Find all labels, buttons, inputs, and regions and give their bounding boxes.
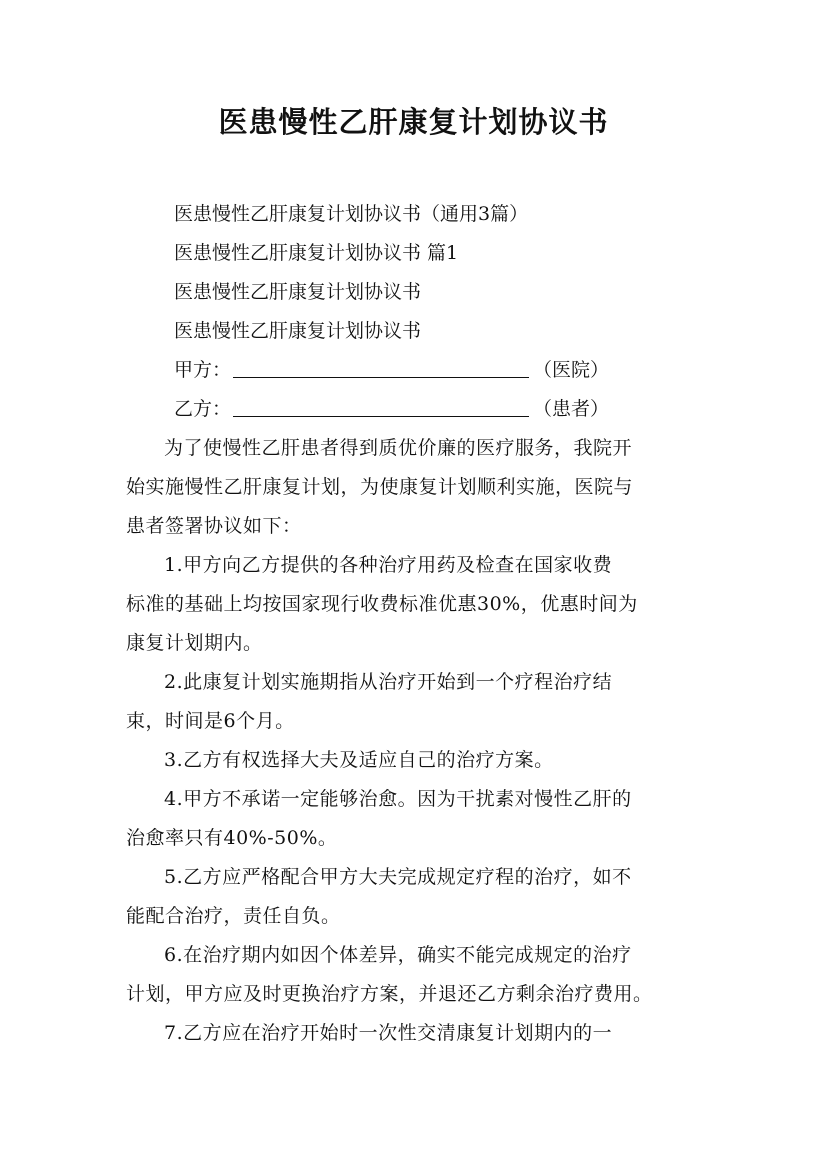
party-a-blank — [233, 355, 529, 378]
clause-line: 4.甲方不承诺一定能够治愈。因为干扰素对慢性乙肝的 — [164, 788, 632, 810]
clause-line: 5.乙方应严格配合甲方大夫完成规定疗程的治疗，如不 — [164, 866, 632, 888]
paragraph-line: 患者签署协议如下： — [126, 515, 302, 537]
party-b-line — [126, 390, 702, 429]
document-title: 医患慢性乙肝康复计划协议书 — [218, 105, 609, 139]
heading-line: 医患慢性乙肝康复计划协议书 — [174, 320, 422, 342]
paragraph-line: 始实施慢性乙肝康复计划，为使康复计划顺利实施，医院与 — [126, 476, 634, 498]
clause-line: 能配合治疗，责任自负。 — [126, 905, 341, 927]
heading-line: 医患慢性乙肝康复计划协议书 — [174, 281, 422, 303]
clause-line: 束，时间是6个月。 — [126, 710, 295, 732]
party-a-line — [126, 351, 702, 390]
clause-line: 7.乙方应在治疗开始时一次性交清康复计划期内的一 — [164, 1022, 613, 1044]
party-a-suffix: （医院） — [533, 359, 610, 381]
clause-line: 6.在治疗期内如因个体差异，确实不能完成规定的治疗 — [164, 944, 632, 966]
clause-line: 3.乙方有权选择大夫及适应自己的治疗方案。 — [164, 749, 554, 771]
party-b-suffix: （患者） — [533, 398, 610, 420]
party-b-blank — [233, 394, 529, 417]
clause-line: 治愈率只有40%-50%。 — [126, 827, 338, 849]
document-body — [126, 195, 702, 1053]
paragraph-line: 为了使慢性乙肝患者得到质优价廉的医疗服务，我院开 — [164, 437, 633, 459]
clause-line: 康复计划期内。 — [126, 632, 263, 654]
party-b-label: 乙方： — [174, 398, 232, 420]
clause-line: 1.甲方向乙方提供的各种治疗用药及检查在国家收费 — [164, 554, 613, 576]
section-heading: 医患慢性乙肝康复计划协议书 篇1 — [174, 242, 459, 264]
clause-line: 标准的基础上均按国家现行收费标准优惠30%，优惠时间为 — [126, 593, 638, 615]
party-a-label: 甲方： — [174, 359, 232, 381]
clause-line: 计划，甲方应及时更换治疗方案，并退还乙方剩余治疗费用。 — [126, 983, 653, 1005]
clause-line: 2.此康复计划实施期指从治疗开始到一个疗程治疗结 — [164, 671, 613, 693]
subtitle-line: 医患慢性乙肝康复计划协议书（通用3篇） — [174, 203, 529, 225]
